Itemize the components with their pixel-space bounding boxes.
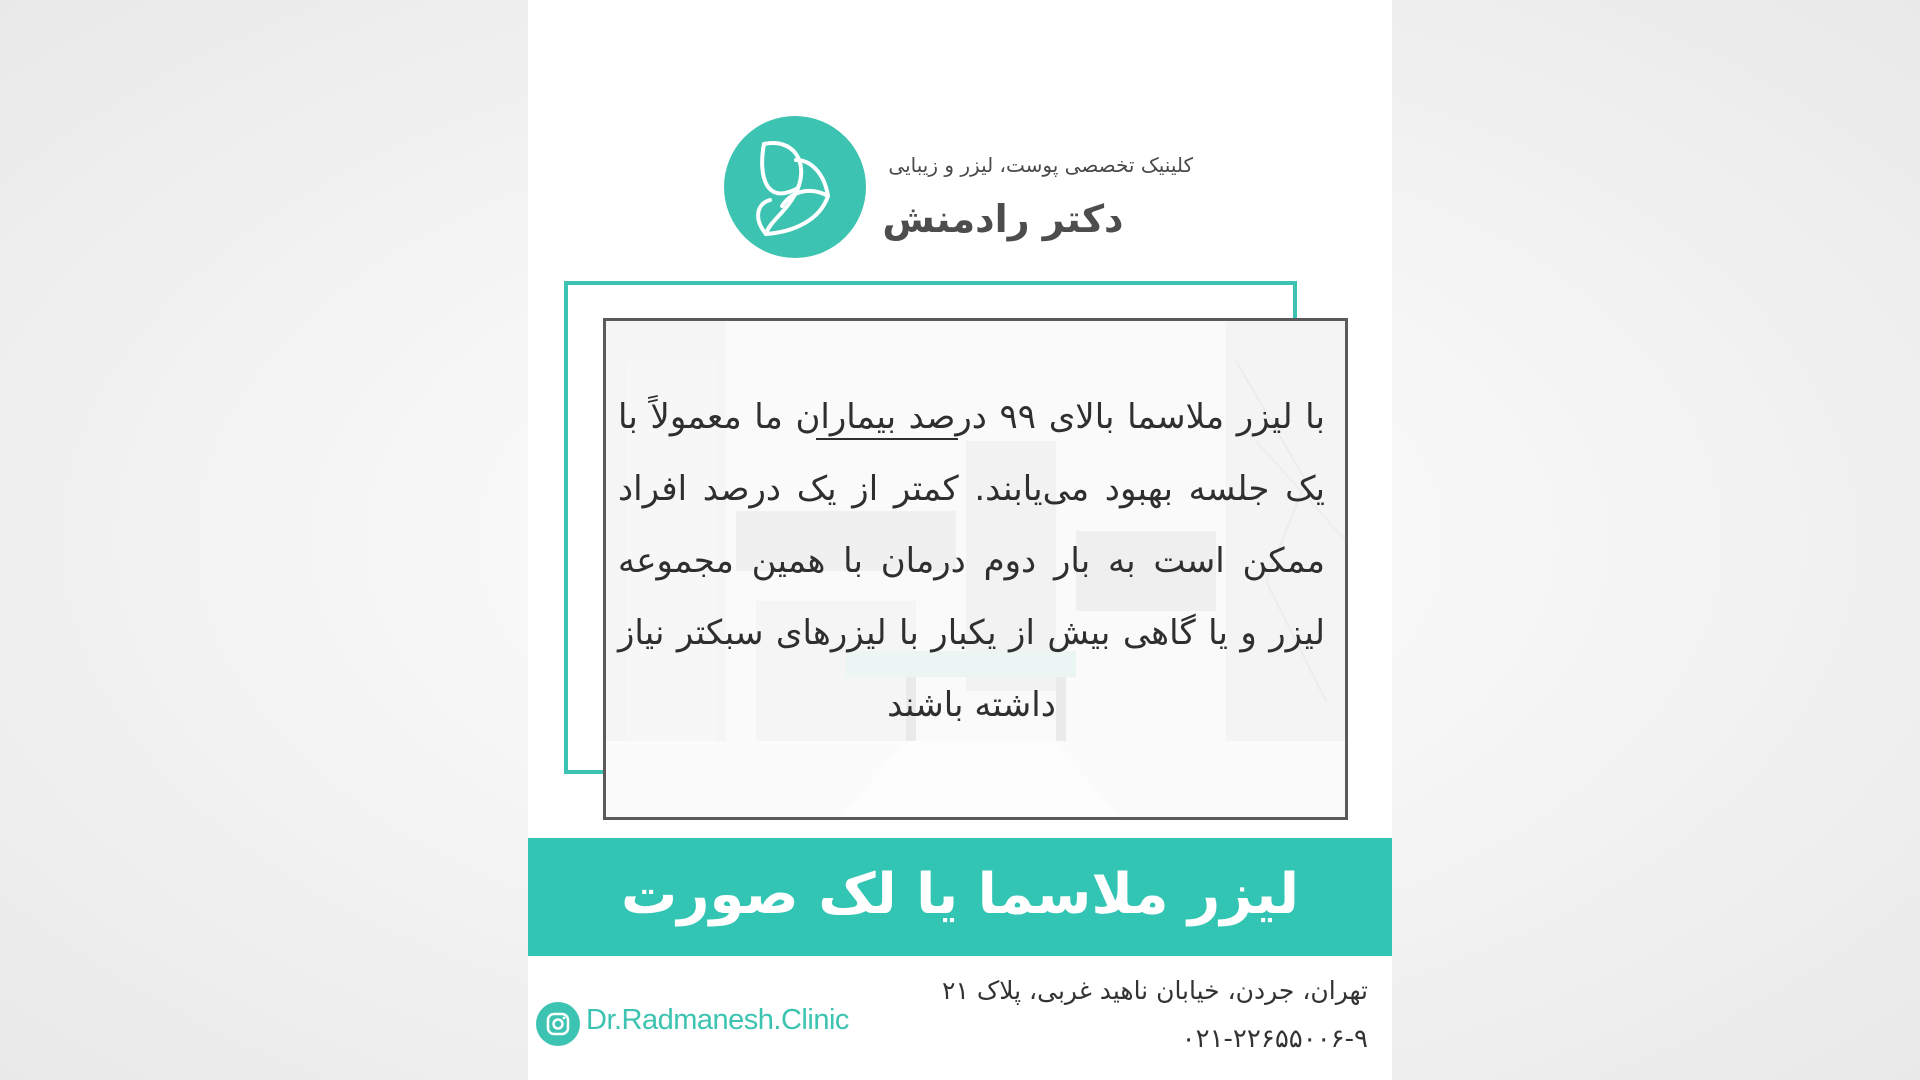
instagram-handle[interactable]: Dr.Radmanesh.Clinic [586, 1004, 849, 1036]
clinic-phone: ۰۲۱-۲۲۶۵۵۰۰۶-۹ [1181, 1024, 1368, 1054]
lotus-icon [724, 116, 866, 258]
clinic-address: تهران، جردن، خیابان ناهید غربی، پلاک ۲۱ [942, 976, 1368, 1005]
poster [528, 0, 1392, 1080]
clinic-name: دکتر رادمنش [882, 197, 1124, 241]
clinic-subtitle: کلینیک تخصصی پوست، لیزر و زیبایی [888, 153, 1193, 177]
body-paragraph: با لیزر ملاسما بالای ۹۹ درصد بیماران ما معمولاً با یک جلسه بهبود می‌یابند. کمتر از یک درصد افراد ممکن است به بار دوم درمان با همین مجموعه لیزر و یا گاهی بیش از یکبار با لیزرهای سبکتر نیاز داشته باشند [618, 397, 1325, 725]
clinic-photo [603, 318, 1348, 820]
title-banner [528, 838, 1392, 956]
banner-title: لیزر ملاسما یا لک صورت [621, 862, 1299, 927]
instagram-icon[interactable] [536, 1002, 580, 1046]
